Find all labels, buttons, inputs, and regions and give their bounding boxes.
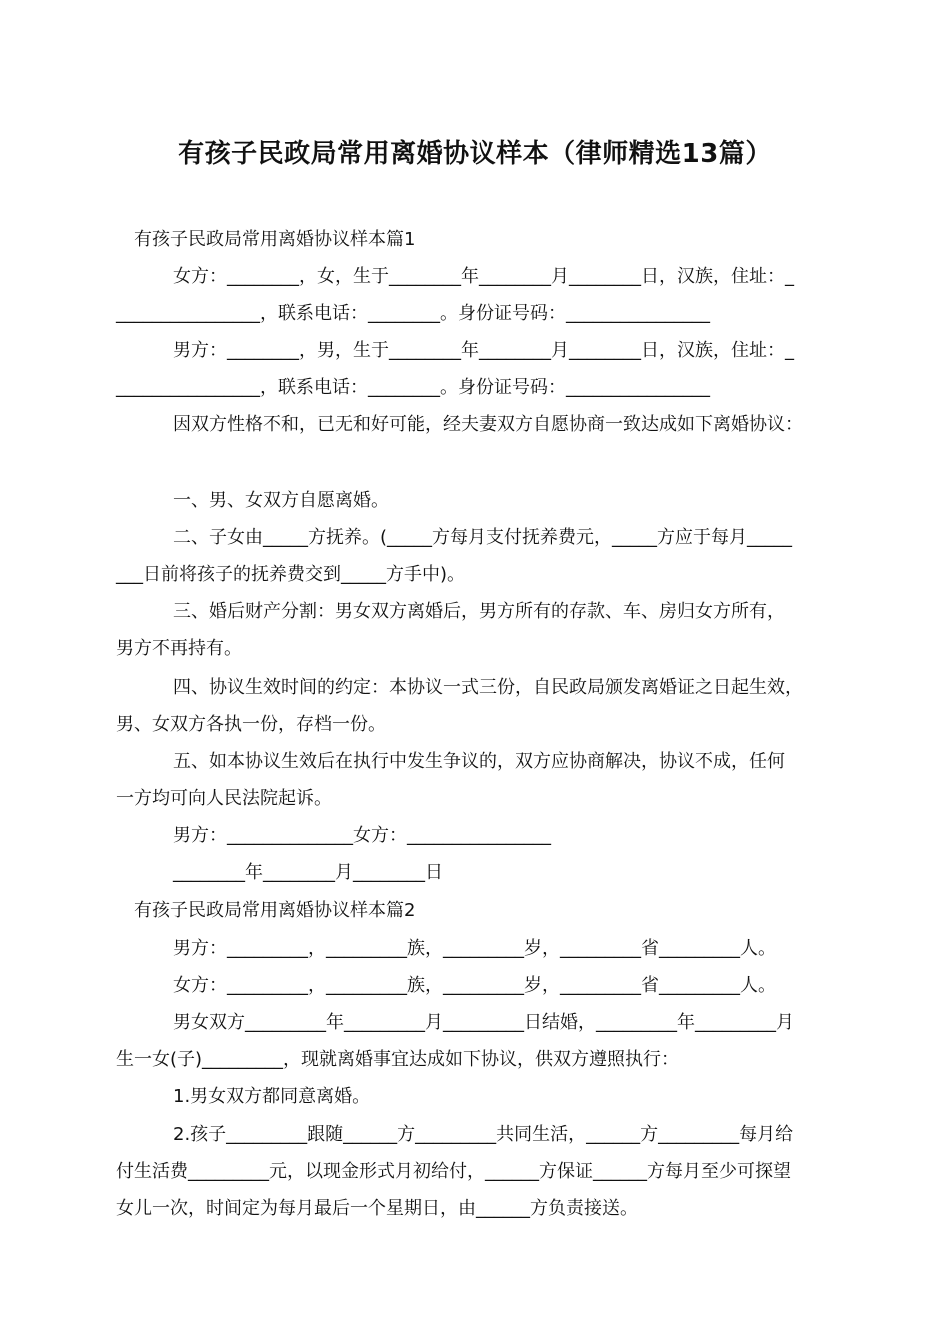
section-heading-2: 有孩子民政局常用离婚协议样本篇2 [134, 900, 416, 921]
paragraph-line: 男方不再持有。 [116, 638, 242, 659]
paragraph-line: 付生活费_________元，以现金形式月初给付，______方保证______方每月至少可探望 [116, 1161, 791, 1182]
document-title: 有孩子民政局常用离婚协议样本（律师精选13篇） [178, 139, 772, 169]
paragraph-line: 一、男、女双方自愿离婚。 [173, 490, 389, 511]
signature-line: 男方：______________女方：________________ [173, 825, 551, 846]
section-heading-1: 有孩子民政局常用离婚协议样本篇1 [134, 229, 416, 250]
date-line: ________年________月________日 [173, 862, 443, 883]
paragraph-line: 三、婚后财产分割：男女双方离婚后，男方所有的存款、车、房归女方所有， [173, 601, 785, 622]
paragraph-line: 因双方性格不和，已无和好可能，经夫妻双方自愿协商一致达成如下离婚协议： [173, 414, 803, 435]
paragraph-line: 男女双方_________年_________月_________日结婚，_________年_________月 [173, 1012, 794, 1033]
paragraph-line: ________________，联系电话：________。身份证号码：________________ [116, 303, 710, 324]
paragraph-line: 二、子女由_____方抚养。(_____方每月支付抚养费元，_____方应于每月_____ [173, 527, 793, 548]
paragraph-line: 生一女(子)_________，现就离婚事宜达成如下协议，供双方遵照执行： [116, 1049, 680, 1070]
paragraph-line: 女儿一次，时间定为每月最后一个星期日，由______方负责接送。 [116, 1198, 638, 1219]
paragraph-line: 男方：________，男，生于________年________月________日，汉族，住址：_ [173, 340, 794, 361]
paragraph-line: 1.男女双方都同意离婚。 [173, 1086, 371, 1107]
paragraph-line: 男方：_________，_________族，_________岁，_________省_________人。 [173, 938, 776, 959]
paragraph-line: 2.孩子_________跟随______方_________共同生活，______方_________每月给 [173, 1124, 794, 1145]
paragraph-line: 男、女双方各执一份，存档一份。 [116, 714, 386, 735]
paragraph-line: 一方均可向人民法院起诉。 [116, 788, 332, 809]
paragraph-line: ___日前将孩子的抚养费交到_____方手中)。 [116, 564, 466, 585]
paragraph-line: 四、协议生效时间的约定：本协议一式三份，自民政局颁发离婚证之日起生效， [173, 677, 803, 698]
paragraph-line: 女方：________，女，生于________年________月________日，汉族，住址：_ [173, 266, 794, 287]
paragraph-line: 女方：_________，_________族，_________岁，_________省_________人。 [173, 975, 776, 996]
paragraph-line: ________________，联系电话：________。身份证号码：________________ [116, 377, 710, 398]
paragraph-line: 五、如本协议生效后在执行中发生争议的，双方应协商解决，协议不成，任何 [173, 751, 785, 772]
